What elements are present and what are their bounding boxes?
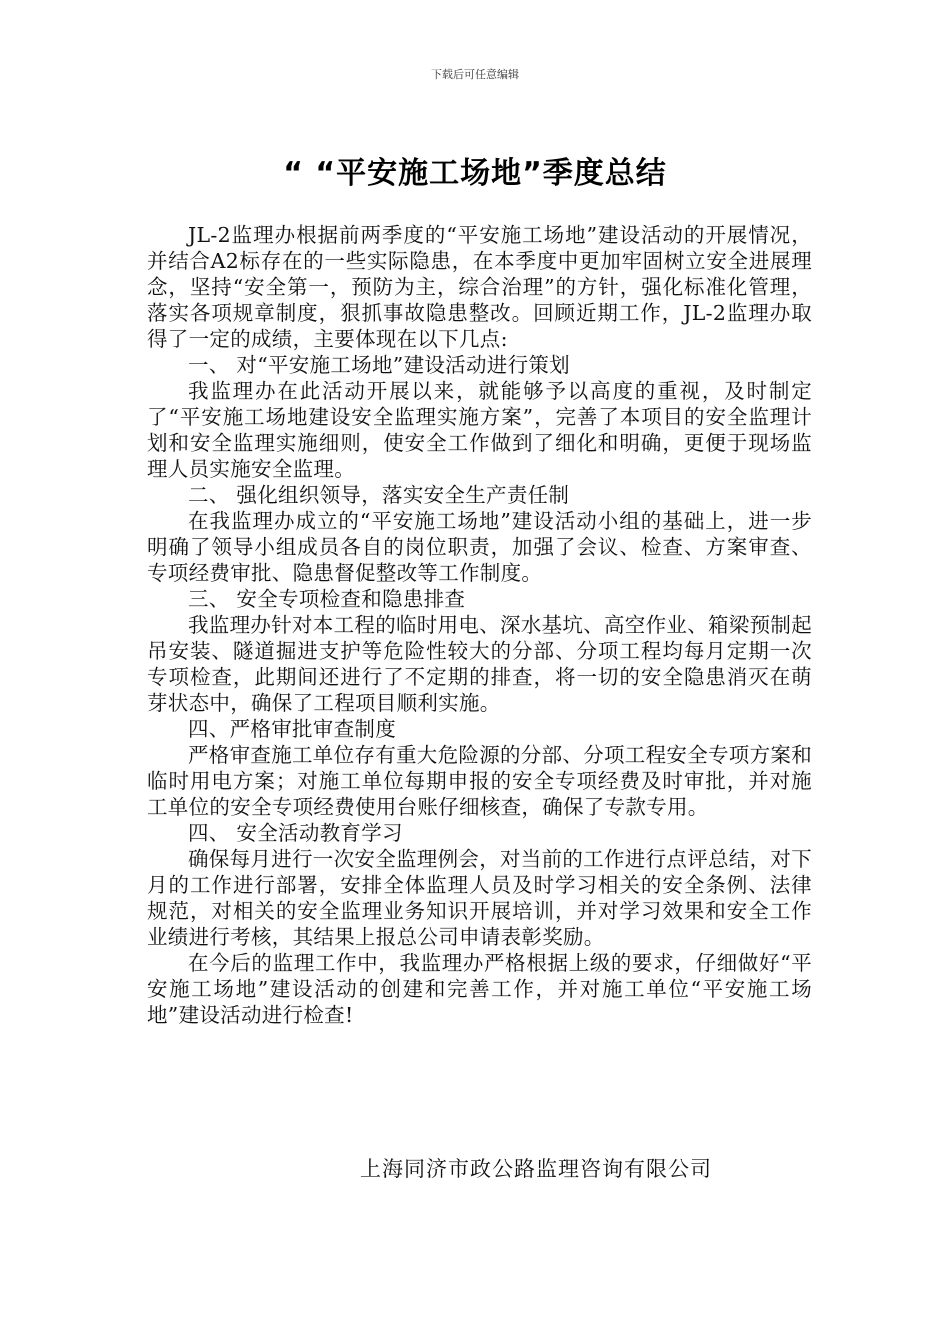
signature-company: 上海同济市政公路监理咨询有限公司 <box>360 1157 712 1181</box>
section-heading-1: 一、 对“平安施工场地”建设活动进行策划 <box>188 353 570 377</box>
section-heading-4: 四、严格审批审查制度 <box>188 717 396 741</box>
closing-paragraph: 在今后的监理工作中，我监理办严格根据上级的要求，仔细做好“平安施工场地”建设活动的创建和完善工作，并对施工单位“平安施工场地”建设活动进行检查! <box>147 951 812 1027</box>
section-heading-2: 二、 强化组织领导，落实安全生产责任制 <box>188 483 570 507</box>
document-body <box>147 222 812 1028</box>
section-paragraph-1: 我监理办在此活动开展以来，就能够予以高度的重视，及时制定了“平安施工场地建设安全监理实施方案”，完善了本项目的安全监理计划和安全监理实施细则，使安全工作做到了细化和明确，更便于现场监理人员实施安全监理。 <box>147 379 812 481</box>
intro-paragraph: JL-2监理办根据前两季度的“平安施工场地”建设活动的开展情况，并结合A2标存在的一些实际隐患，在本季度中更加牢固树立安全进展理念，坚持“安全第一，预防为主，综合治理”的方针，强化标准化管理，落实各项规章制度，狠抓事故隐患整改。回顾近期工作，JL-2监理办取得了一定的成绩，主要体现在以下几点: <box>147 223 812 351</box>
section-paragraph-2: 在我监理办成立的“平安施工场地”建设活动小组的基础上，进一步明确了领导小组成员各自的岗位职责，加强了会议、检查、方案审查、专项经费审批、隐患督促整改等工作制度。 <box>147 509 812 585</box>
section-heading-3: 三、 安全专项检查和隐患排查 <box>188 587 466 611</box>
document-title: “ “平安施工场地”季度总结 <box>283 156 667 191</box>
section-paragraph-4: 严格审查施工单位存有重大危险源的分部、分项工程安全专项方案和临时用电方案；对施工单位每期申报的安全专项经费及时审批，并对施工单位的安全专项经费使用台账仔细核查，确保了专款专用。 <box>147 743 812 819</box>
header-note: 下载后可任意编辑 <box>431 68 519 81</box>
section-paragraph-5: 确保每月进行一次安全监理例会，对当前的工作进行点评总结，对下月的工作进行部署，安排全体监理人员及时学习相关的安全条例、法律规范，对相关的安全监理业务知识开展培训，并对学习效果和安全工作业绩进行考核，其结果上报总公司申请表彰奖励。 <box>147 847 812 949</box>
section-heading-5: 四、 安全活动教育学习 <box>188 821 403 845</box>
section-paragraph-3: 我监理办针对本工程的临时用电、深水基坑、高空作业、箱梁预制起吊安装、隧道掘进支护等危险性较大的分部、分项工程均每月定期一次专项检查，此期间还进行了不定期的排查，将一切的安全隐患消灭在萌芽状态中，确保了工程项目顺利实施。 <box>147 613 812 715</box>
